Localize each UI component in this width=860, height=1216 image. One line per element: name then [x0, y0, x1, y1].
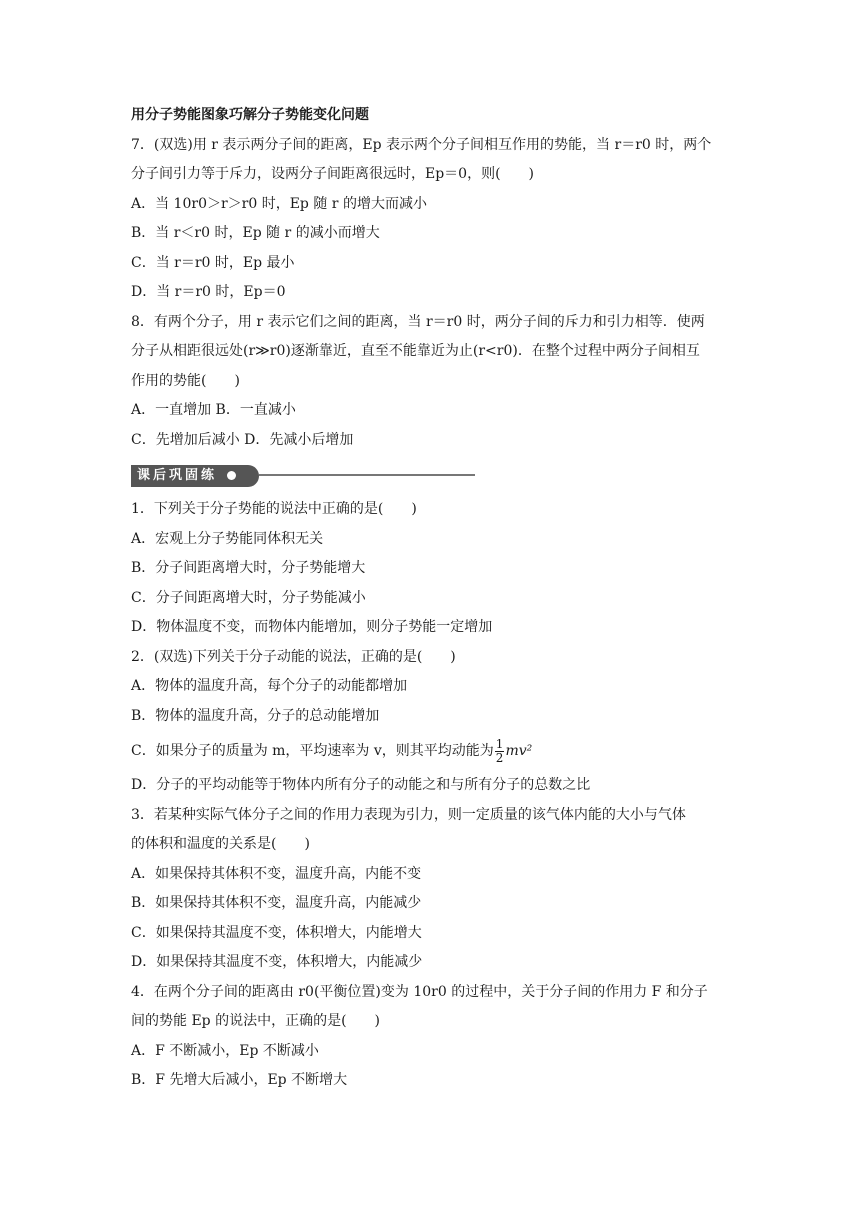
text-line: 1．下列关于分子势能的说法中正确的是( )	[131, 501, 417, 517]
option-line: B．如果保持其体积不变，温度升高，内能减少	[131, 895, 422, 911]
fraction-denominator: 2	[495, 750, 504, 765]
text-line: 7．(双选)用 r 表示两分子间的距离，Ep 表示两个分子间相互作用的势能，当 r＝r0 时，两个	[131, 136, 712, 153]
text-line: 作用的势能( )	[131, 372, 240, 389]
option-line: D．分子的平均动能等于物体内所有分子的动能之和与所有分子的总数之比	[131, 777, 591, 793]
question-block-7-8	[131, 131, 731, 456]
option-line: B．当 r＜r0 时，Ep 随 r 的减小而增大	[131, 225, 380, 241]
band-divider	[259, 474, 475, 476]
option-line: B．分子间距离增大时，分子势能增大	[131, 560, 366, 576]
option-line: A．如果保持其体积不变，温度升高，内能不变	[131, 865, 422, 882]
option-line: B．F 先增大后减小，Ep 不断增大	[131, 1072, 348, 1088]
exercise-block	[131, 495, 731, 1096]
option-line: A．物体的温度升高，每个分子的动能都增加	[131, 678, 408, 694]
option-line: A．宏观上分子势能同体积无关	[131, 530, 324, 547]
option-line: C．先增加后减小 D．先减小后增加	[131, 431, 354, 448]
text-line: 8．有两个分子，用 r 表示它们之间的距离，当 r＝r0 时，两分子间的斥力和引力相等．使两	[131, 313, 705, 330]
option-line-with-fraction	[131, 731, 731, 771]
dot-icon	[227, 471, 236, 480]
option-line: D．如果保持其温度不变，体积增大，内能减少	[131, 954, 423, 970]
option-line: C．分子间距离增大时，分子势能减小	[131, 589, 366, 606]
option-line: C．如果保持其温度不变，体积增大，内能增大	[131, 924, 422, 941]
section-title: 用分子势能图象巧解分子势能变化问题	[131, 107, 369, 123]
text-line: 的体积和温度的关系是( )	[131, 836, 310, 852]
page-content	[131, 101, 731, 1096]
option-line: D．物体温度不变，而物体内能增加，则分子势能一定增加	[131, 619, 493, 635]
option-line: D．当 r＝r0 时，Ep＝0	[131, 284, 286, 300]
text-line: 4．在两个分子间的距离由 r0(平衡位置)变为 10r0 的过程中，关于分子间的作用力 F 和分子	[131, 983, 708, 1000]
option-line: A．当 10r0＞r＞r0 时，Ep 随 r 的增大而减小	[131, 195, 427, 212]
option-line: A．F 不断减小，Ep 不断减小	[131, 1042, 319, 1059]
text-line: 2．(双选)下列关于分子动能的说法，正确的是( )	[131, 648, 456, 665]
fraction	[495, 738, 505, 765]
band-label	[131, 465, 259, 487]
band-label-text: 课后巩固练	[137, 468, 218, 483]
formula-text: mv²	[505, 743, 533, 759]
fraction-numerator: 1	[495, 736, 504, 751]
text-line: 间的势能 Ep 的说法中，正确的是( )	[131, 1013, 381, 1029]
option-line: A．一直增加 B．一直减小	[131, 402, 296, 418]
text-line: 分子从相距很远处(r≫r0)逐渐靠近，直至不能靠近为止(r<r0)．在整个过程中两分子间相互	[131, 343, 700, 359]
section-band	[131, 459, 731, 489]
option-line: C．当 r＝r0 时，Ep 最小	[131, 254, 295, 271]
option-line: B．物体的温度升高，分子的总动能增加	[131, 707, 380, 724]
text-line: 分子间引力等于斥力，设两分子间距离很远时，Ep＝0，则( )	[131, 166, 535, 182]
option-text: C．如果分子的质量为 m，平均速率为 v，则其平均动能为	[131, 743, 494, 759]
text-line: 3．若某种实际气体分子之间的作用力表现为引力，则一定质量的该气体内能的大小与气体	[131, 806, 686, 823]
